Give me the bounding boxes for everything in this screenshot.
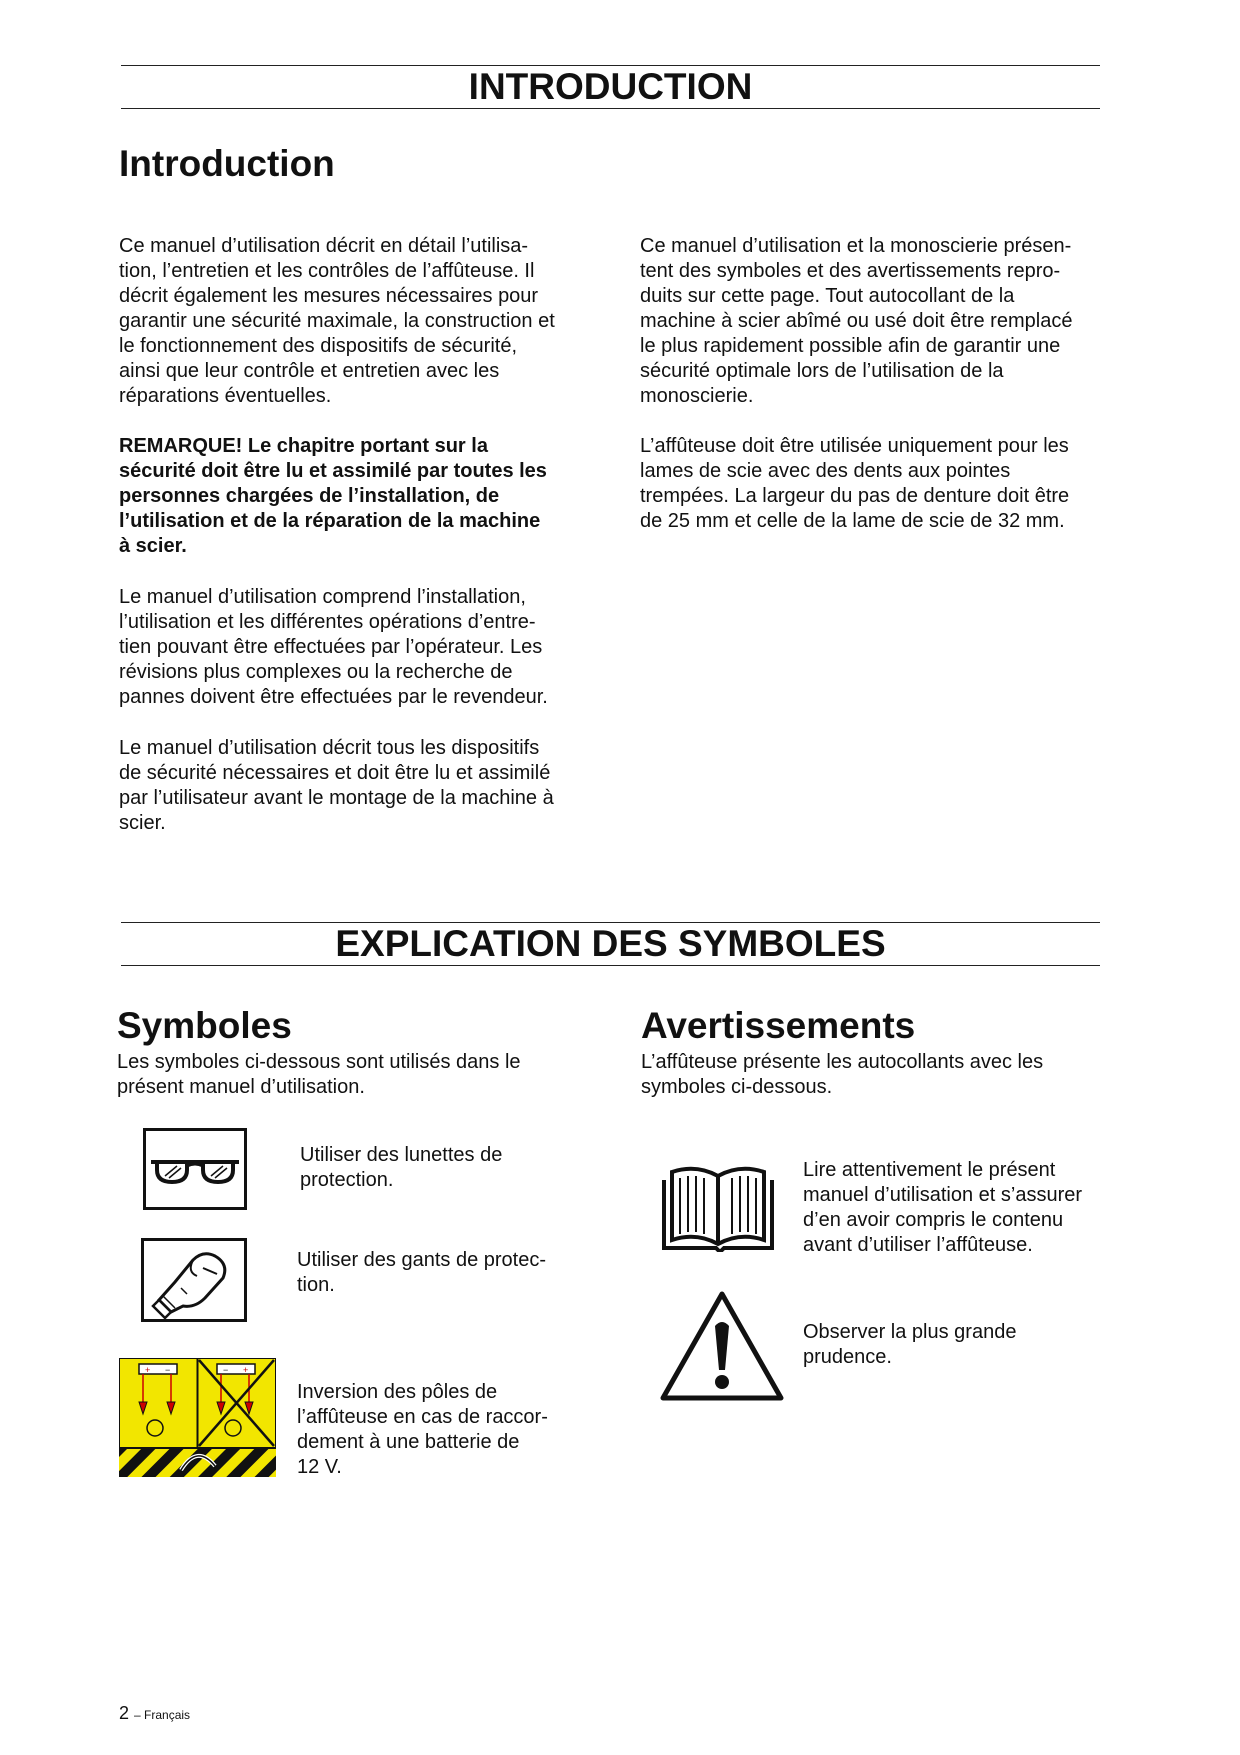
section-banner-symbols	[121, 922, 1100, 966]
symbols-intro-text: Les symboles ci-dessous sont utilisés dans le présent manuel d’utilisation.	[117, 1051, 521, 1098]
book-warning-text: Lire attentivement le présent manuel d’utilisation et s’assurer d’en avoir compris le contenu avant d’utiliser l’affûteuse.	[803, 1159, 1083, 1256]
goggles-symbol-text: Utiliser des lunettes de protection.	[300, 1144, 503, 1191]
intro-paragraph: L’affûteuse doit être utilisée uniquement pour les lames de scie avec des dents aux pointes trempées. La largeur du pas de denture doit être de 25 mm et celle de la lame de scie de 32 mm.	[640, 435, 1070, 532]
page-footer	[119, 1702, 190, 1726]
safety-goggles-icon	[143, 1128, 247, 1210]
open-book-icon	[660, 1160, 776, 1252]
gloves-symbol-text: Utiliser des gants de protec- tion.	[297, 1249, 547, 1296]
protective-gloves-icon	[141, 1238, 247, 1322]
warnings-intro-text: L’affûteuse présente les autocollants avec les symboles ci-dessous.	[641, 1051, 1044, 1098]
intro-paragraph: Le manuel d’utilisation comprend l’installation, l’utilisation et les différentes opérations d’entre- tien pouvant être effectuées par l’opérateur. Les révisions plus complexes ou la recherche de pannes doivent être effectuées par le revendeur.	[119, 586, 548, 708]
section-banner-introduction	[121, 65, 1100, 109]
intro-paragraph: Le manuel d’utilisation décrit tous les dispositifs de sécurité nécessaires et doit être lu et assimilé par l’utilisateur avant le montage de la machine à scier.	[119, 737, 554, 834]
svg-text:−: −	[165, 1365, 171, 1375]
intro-paragraph: Ce manuel d’utilisation et la monoscierie présen- tent des symboles et des avertissements repro- duits sur cette page. Tout autocollant de la machine à scier abîmé ou usé doit être remplacé le plus rapidement possible afin de garantir une sécurité optimale lors de l’utilisation de la monoscierie.	[640, 235, 1073, 407]
battery-symbol-text: Inversion des pôles de l’affûteuse en cas de raccor- dement à une batterie de 12 V.	[297, 1381, 548, 1478]
battery-polarity-icon	[119, 1358, 276, 1477]
section-banner-title: EXPLICATION DES SYMBOLES	[335, 923, 886, 964]
page-number: 2	[119, 1703, 130, 1723]
svg-text:+: +	[243, 1365, 249, 1375]
intro-note-paragraph: REMARQUE! Le chapitre portant sur la sécurité doit être lu et assimilé par toutes les personnes chargées de l’installation, de l’utilisation et de la réparation de la machine à scier.	[119, 435, 547, 557]
footer-language: – Français	[134, 1708, 191, 1722]
symbols-heading: Symboles	[117, 1005, 292, 1046]
section-banner-title: INTRODUCTION	[468, 66, 753, 107]
warnings-heading: Avertissements	[641, 1005, 916, 1046]
intro-paragraph: Ce manuel d’utilisation décrit en détail l’utilisa- tion, l’entretien et les contrôles de l’affûteuse. Il décrit également les mesures nécessaires pour garantir une sécurité maximale, la construction et le fonctionnement des dispositifs de sécurité, ainsi que leur contrôle et entretien avec les réparations éventuelles.	[119, 235, 555, 407]
svg-text:−: −	[223, 1365, 229, 1375]
svg-text:+: +	[145, 1365, 151, 1375]
caution-warning-text: Observer la plus grande prudence.	[803, 1321, 1017, 1368]
introduction-heading: Introduction	[119, 143, 335, 184]
warning-triangle-icon	[659, 1290, 785, 1402]
